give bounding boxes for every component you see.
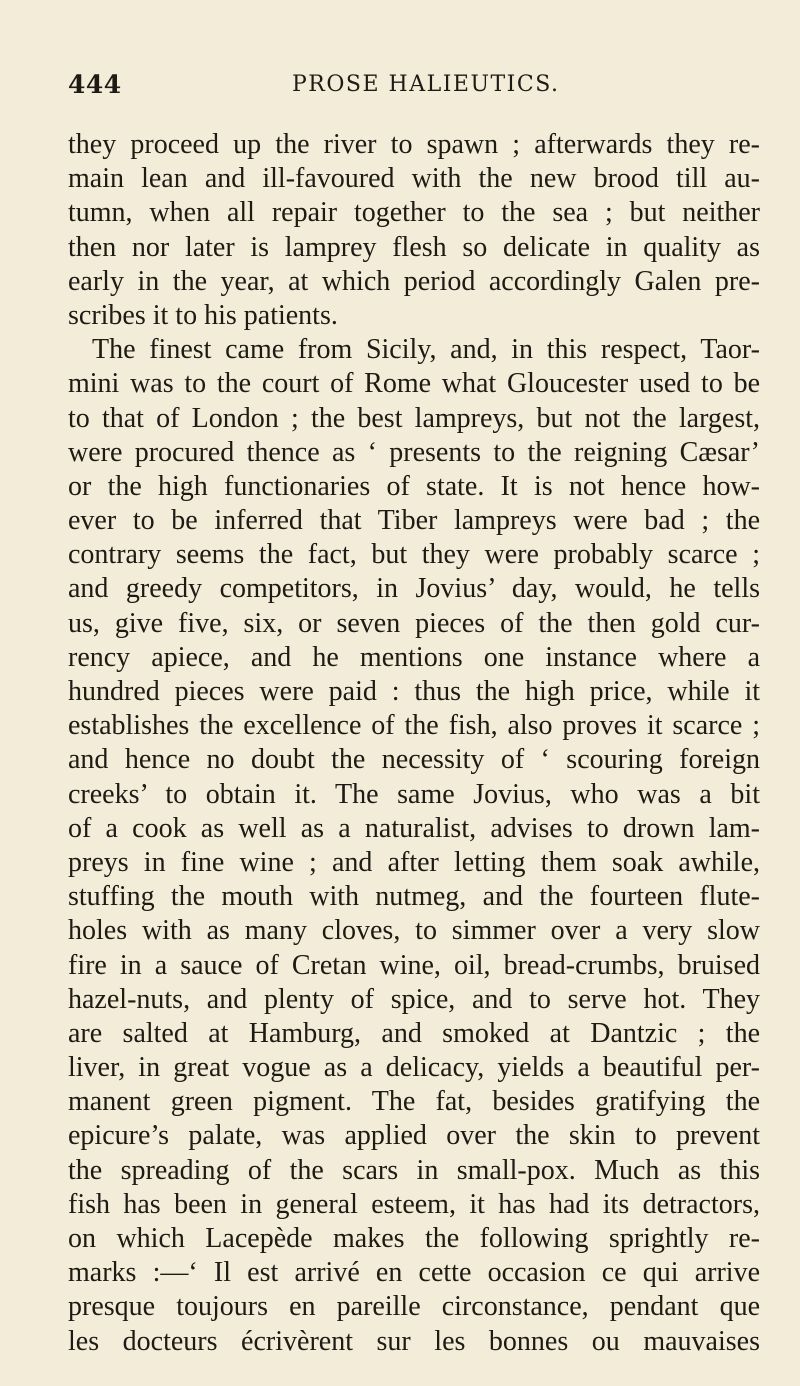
- text-line: contrary seems the fact, but they were probably scarce ;: [68, 539, 760, 571]
- text-line: epicure’s palate, was applied over the skin to prevent: [68, 1120, 760, 1152]
- text-line: fish has been in general esteem, it has had its detractors,: [68, 1188, 760, 1220]
- text-line: preys in fine wine ; and after letting them soak awhile,: [68, 846, 760, 878]
- text-line: tumn, when all repair together to the sea ; but neither: [68, 197, 760, 229]
- text-line: the spreading of the scars in small-pox. Much as this: [68, 1154, 760, 1186]
- text-line: The finest came from Sicily, and, in this respect, Taor-: [92, 334, 760, 366]
- text-line: and hence no doubt the necessity of ‘ scouring foreign: [68, 744, 760, 776]
- text-line: mini was to the court of Rome what Gloucester used to be: [68, 368, 760, 400]
- text-line: les docteurs écrivèrent sur les bonnes ou mauvaises: [68, 1325, 760, 1357]
- text-line: fire in a sauce of Cretan wine, oil, bread-crumbs, bruised: [68, 949, 760, 981]
- text-line: hundred pieces were paid : thus the high price, while it: [68, 676, 760, 707]
- text-line: then nor later is lamprey flesh so delicate in quality as: [68, 231, 760, 263]
- text-line: manent green pigment. The fat, besides gratifying the: [68, 1086, 760, 1118]
- text-line: stuffing the mouth with nutmeg, and the fourteen flute-: [68, 881, 760, 913]
- text-line: creeks’ to obtain it. The same Jovius, who was a bit: [68, 778, 760, 810]
- text-line: to that of London ; the best lampreys, but not the largest,: [68, 402, 760, 434]
- text-line: of a cook as well as a naturalist, advises to drown lam-: [68, 812, 760, 844]
- text-line: hazel-nuts, and plenty of spice, and to serve hot. They: [68, 983, 760, 1015]
- text-line: they proceed up the river to spawn ; afterwards they re-: [68, 129, 760, 160]
- text-line: establishes the excellence of the fish, also proves it scarce ;: [68, 710, 760, 742]
- text-line: were procured thence as ‘ presents to the reigning Cæsar’: [68, 436, 760, 468]
- text-line: and greedy competitors, in Jovius’ day, would, he tells: [68, 573, 760, 605]
- page-header: [68, 70, 760, 110]
- text-line: scribes it to his patients.: [68, 299, 338, 331]
- text-line: rency apiece, and he mentions one instance where a: [68, 641, 760, 673]
- text-line: us, give five, six, or seven pieces of the then gold cur-: [68, 607, 760, 639]
- text-line: main lean and ill-favoured with the new brood till au-: [68, 163, 760, 195]
- text-line: are salted at Hamburg, and smoked at Dantzic ; the: [68, 1017, 760, 1049]
- running-head: PROSE HALIEUTICS.: [292, 72, 560, 97]
- text-line: presque toujours en pareille circonstance, pendant que: [68, 1291, 760, 1323]
- text-line: on which Lacepède makes the following sprightly re-: [68, 1223, 760, 1254]
- text-line: early in the year, at which period accordingly Galen pre-: [68, 265, 760, 297]
- text-line: marks :—‘ Il est arrivé en cette occasion ce qui arrive: [68, 1257, 760, 1289]
- page-number: 444: [68, 70, 122, 99]
- text-line: or the high functionaries of state. It is not hence how-: [68, 470, 760, 502]
- text-line: ever to be inferred that Tiber lampreys were bad ; the: [68, 505, 760, 537]
- body-text: [68, 128, 760, 1359]
- text-line: holes with as many cloves, to simmer over a very slow: [68, 915, 760, 947]
- text-line: liver, in great vogue as a delicacy, yields a beautiful per-: [68, 1052, 760, 1084]
